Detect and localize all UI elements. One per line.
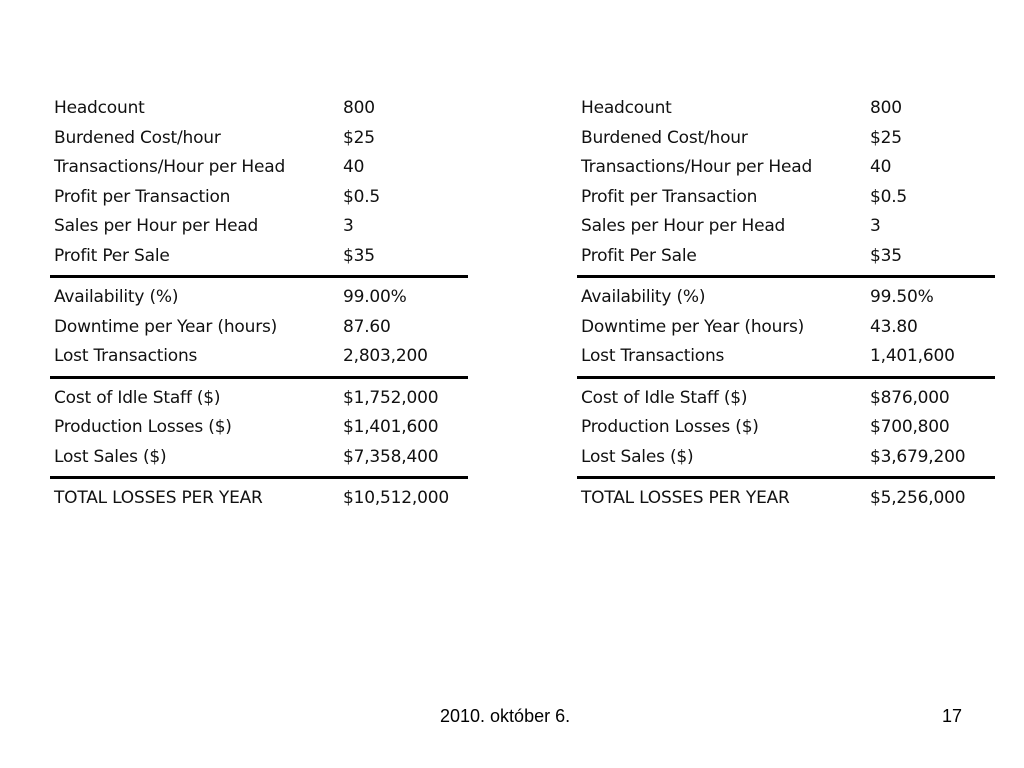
row-label: Production Losses ($) [581, 417, 759, 437]
table-row [50, 384, 468, 414]
table-row [50, 283, 468, 313]
row-value: 40 [343, 157, 365, 177]
row-label: Production Losses ($) [54, 417, 232, 437]
section-divider [577, 376, 995, 379]
row-label: TOTAL LOSSES PER YEAR [581, 488, 790, 508]
row-label: Lost Transactions [581, 346, 725, 366]
table-row [577, 413, 995, 443]
row-label: Profit Per Sale [581, 245, 697, 266]
table-row [50, 94, 468, 124]
table-row [50, 212, 468, 242]
table-row [577, 153, 995, 183]
row-value: $0.5 [870, 186, 908, 207]
row-value: $35 [343, 245, 375, 266]
footer-date: 2010. október 6. [440, 706, 571, 726]
row-value: $876,000 [870, 387, 950, 408]
table-row [577, 212, 995, 242]
row-label: Profit per Transaction [54, 186, 231, 207]
row-label: Headcount [54, 98, 145, 118]
row-label: Profit Per Sale [54, 245, 170, 266]
row-label: TOTAL LOSSES PER YEAR [54, 488, 263, 508]
table-row [50, 443, 468, 473]
total-row [577, 484, 995, 514]
row-label: Cost of Idle Staff ($) [581, 387, 748, 408]
row-value: 99.50% [870, 287, 934, 307]
table-row [50, 242, 468, 272]
section-divider [50, 275, 468, 278]
row-label: Headcount [581, 98, 672, 118]
row-label: Transactions/Hour per Head [54, 157, 286, 177]
row-label: Profit per Transaction [581, 186, 758, 207]
table-row [577, 242, 995, 272]
row-label: Downtime per Year (hours) [54, 316, 278, 337]
row-label: Cost of Idle Staff ($) [54, 387, 221, 408]
row-value: $25 [870, 127, 902, 148]
row-value: 800 [870, 98, 902, 118]
row-label: Lost Sales ($) [54, 446, 167, 467]
row-value: 43.80 [870, 316, 918, 337]
row-value: 3 [870, 216, 881, 236]
section-divider [50, 476, 468, 479]
row-value: 40 [870, 157, 892, 177]
row-label: Transactions/Hour per Head [581, 157, 813, 177]
table-row [577, 283, 995, 313]
row-value: $700,800 [870, 417, 950, 437]
row-value: $7,358,400 [343, 446, 439, 467]
table-row [577, 94, 995, 124]
row-label: Lost Sales ($) [581, 446, 694, 467]
table-row [50, 342, 468, 372]
table-row [577, 124, 995, 154]
row-label: Burdened Cost/hour [54, 127, 221, 148]
row-value: $10,512,000 [343, 488, 449, 508]
table-row [577, 183, 995, 213]
row-value: 87.60 [343, 316, 391, 337]
table-row [577, 443, 995, 473]
row-value: $1,401,600 [343, 417, 439, 437]
row-value: 1,401,600 [870, 346, 955, 366]
cost-table-left [50, 94, 468, 514]
section-divider [50, 376, 468, 379]
row-value: 3 [343, 216, 354, 236]
row-label: Availability (%) [54, 287, 179, 307]
total-row [50, 484, 468, 514]
table-row [50, 183, 468, 213]
table-row [577, 384, 995, 414]
row-value: 800 [343, 98, 375, 118]
cost-table-right [577, 94, 995, 514]
row-label: Lost Transactions [54, 346, 198, 366]
table-row [50, 124, 468, 154]
row-value: 99.00% [343, 287, 407, 307]
row-label: Sales per Hour per Head [54, 216, 259, 236]
table-row [50, 413, 468, 443]
row-value: $35 [870, 245, 902, 266]
row-value: $0.5 [343, 186, 381, 207]
row-value: $5,256,000 [870, 488, 966, 508]
row-label: Burdened Cost/hour [581, 127, 748, 148]
section-divider [577, 476, 995, 479]
table-row [50, 313, 468, 343]
row-label: Downtime per Year (hours) [581, 316, 805, 337]
table-row [577, 342, 995, 372]
section-divider [577, 275, 995, 278]
row-value: 2,803,200 [343, 346, 428, 366]
row-label: Sales per Hour per Head [581, 216, 786, 236]
table-row [50, 153, 468, 183]
page-number: 17 [942, 706, 963, 726]
row-value: $1,752,000 [343, 387, 439, 408]
row-value: $25 [343, 127, 375, 148]
table-row [577, 313, 995, 343]
row-value: $3,679,200 [870, 446, 966, 467]
row-label: Availability (%) [581, 287, 706, 307]
